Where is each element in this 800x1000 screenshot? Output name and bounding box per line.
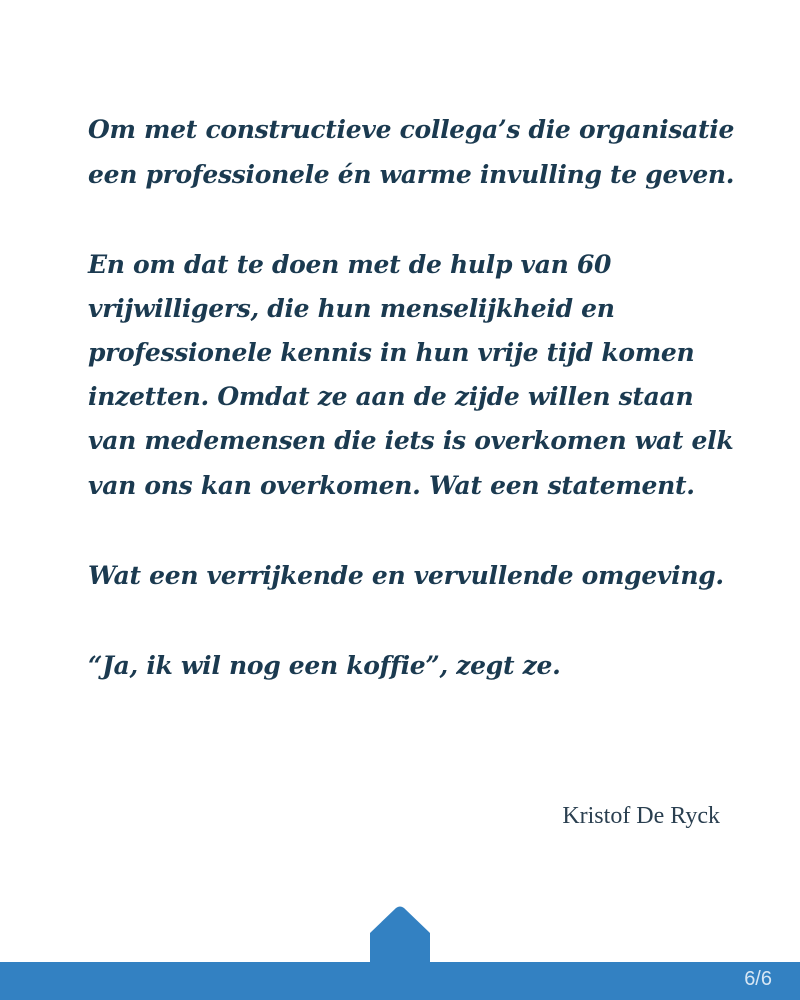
text-line: een professionele én warme invulling te geven. — [88, 160, 735, 189]
text-line: vrijwilligers, die hun menselijkheid en — [88, 294, 615, 323]
text-line: Wat een verrijkende en vervullende omgeving. — [88, 561, 724, 590]
text-line: professionele kennis in hun vrije tijd komen — [88, 338, 695, 367]
author-signature: Kristof De Ryck — [562, 803, 720, 829]
footer-bar — [0, 962, 800, 1000]
page-indicator: 6/6 — [744, 968, 772, 990]
text-line: “Ja, ik wil nog een koffie”, zegt ze. — [88, 651, 561, 680]
text-line: Om met constructieve collega’s die organisatie — [88, 115, 735, 144]
text-line: inzetten. Omdat ze aan de zijde willen staan — [88, 382, 694, 411]
home-icon[interactable] — [370, 906, 430, 963]
text-line: van ons kan overkomen. Wat een statement. — [88, 471, 695, 500]
text-line: van medemensen die iets is overkomen wat elk — [88, 426, 734, 455]
text-line: En om dat te doen met de hulp van 60 — [88, 250, 612, 279]
